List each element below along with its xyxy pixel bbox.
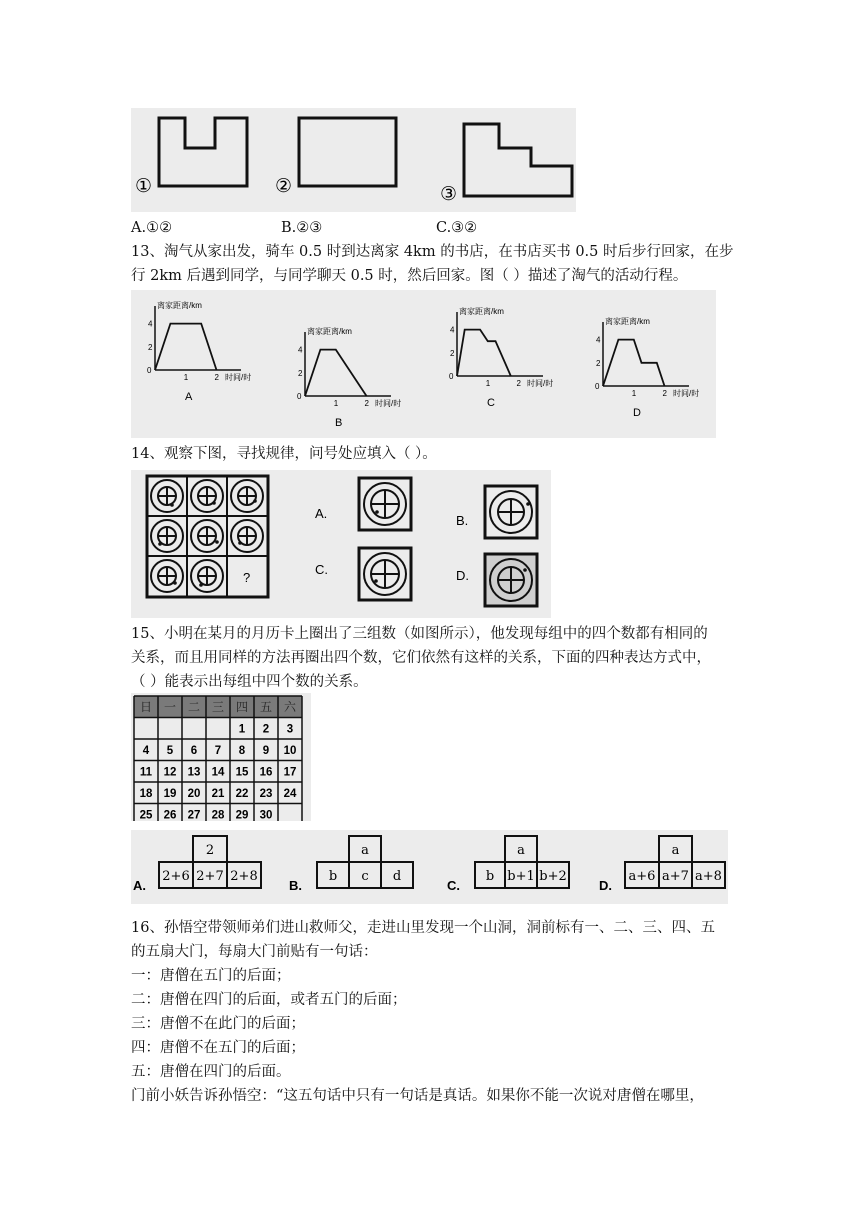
- q15-option-bottom-cell: b: [328, 869, 338, 884]
- q15-option-d[interactable]: [599, 836, 725, 893]
- q15-calendar-header-cell: 日: [139, 700, 153, 714]
- q13-graph-line: [305, 350, 367, 396]
- q13-graph-xtick: 2: [516, 379, 521, 388]
- q13-graph-xtick: 1: [183, 373, 189, 382]
- q15-option-bottom-cell: d: [392, 869, 402, 884]
- q15-option-bottom-cell: c: [361, 869, 369, 884]
- q15-calendar-cell: 5: [166, 745, 174, 757]
- q15-calendar-cell: 29: [235, 809, 249, 821]
- q15-option-top-cell: a: [517, 843, 525, 858]
- q15-calendar-cell: 10: [283, 745, 297, 757]
- q13-graph-ytick: 4: [450, 325, 455, 335]
- q13-graph-xtick: 0: [595, 382, 600, 391]
- q13-graph-label: A: [185, 391, 193, 403]
- q15-option-a[interactable]: [133, 836, 261, 893]
- q15-option-bottom-cell: 2+8: [230, 869, 258, 884]
- q15-option-bottom-cell: a+8: [695, 869, 722, 884]
- q13-graph-xtick: 0: [297, 392, 302, 401]
- q14-cell-8: [191, 560, 223, 592]
- q15-option-c[interactable]: [447, 836, 569, 893]
- q15-calendar-cell: 17: [283, 766, 297, 779]
- q15-calendar-cell: 15: [235, 766, 249, 779]
- q13-graph-line: [603, 340, 665, 386]
- q12-shape-label-1: ①: [135, 175, 153, 197]
- q15-option-letter: A.: [133, 878, 146, 893]
- q13-graph-xtick: 0: [449, 372, 454, 381]
- q15-calendar-cell: 3: [286, 723, 294, 736]
- q13-graph-ytick: 2: [298, 368, 303, 378]
- q12-shape-3: [464, 124, 572, 196]
- q14-cell-7: [151, 560, 183, 592]
- q15-line-2: 关系，而且用同样的方法再圈出四个数，它们依然有这样的关系，下面的四种表达方式中，: [131, 650, 711, 666]
- q14-option-a-letter: A.: [315, 506, 328, 521]
- q15-option-letter: B.: [289, 878, 302, 893]
- q16-statement-1: 一：唐僧在五门的后面；: [131, 968, 291, 984]
- q13-graph-ylabel: 离家距离/km: [605, 317, 650, 326]
- q15-calendar-cell: 6: [190, 745, 198, 757]
- q14-cell-1: [151, 480, 183, 512]
- q15-option-bottom-cell: 2+6: [162, 869, 190, 884]
- q15-calendar-cell: 30: [259, 809, 273, 821]
- q13-line-2: 行 2km 后遇到同学，与同学聊天 0.5 时，然后回家。图（ ）描述了淘气的活动行程。: [131, 268, 688, 284]
- q15-calendar-cell: 1: [238, 723, 246, 736]
- q15-option-letter: D.: [599, 878, 612, 893]
- q15-calendar-cell: 16: [259, 766, 273, 779]
- q13-graph-xtick: 1: [333, 399, 339, 408]
- q12-shape-label-2: ②: [275, 175, 293, 197]
- q15-calendar-cell: 7: [214, 745, 222, 757]
- q14-question-text: 14、观察下图，寻找规律，问号处应填入（ ）。: [131, 446, 437, 462]
- q14-option-b[interactable]: [456, 486, 537, 538]
- q15-calendar-cell: 28: [211, 809, 225, 821]
- q12-option-b[interactable]: B.②③: [281, 220, 323, 236]
- q15-calendar-header-cell: 三: [211, 700, 225, 714]
- q13-graph-d[interactable]: [595, 316, 699, 419]
- q15-calendar-header-cell: 一: [163, 700, 177, 714]
- q13-graph-label: B: [335, 417, 343, 429]
- q12-shape-label-3: ③: [440, 183, 458, 205]
- q15-calendar-cell: 18: [139, 788, 153, 800]
- q13-graph-ylabel: 离家距离/km: [459, 307, 504, 316]
- q15-calendar-cell: 27: [187, 809, 201, 821]
- q16-statement-5: 五：唐僧在四门的后面。: [131, 1064, 291, 1080]
- q13-line-1: 13、淘气从家出发，骑车 0.5 时到达离家 4km 的书店，在书店买书 0.5 时后步行回家，在步: [131, 244, 734, 260]
- q14-cell-6: [231, 520, 263, 552]
- q13-graph-ytick: 2: [148, 342, 153, 352]
- q13-graph-c[interactable]: [449, 306, 553, 409]
- q13-graph-ytick: 2: [450, 348, 455, 358]
- q13-graph-xtick: 0: [147, 366, 152, 375]
- q14-cell-5: [191, 520, 223, 552]
- q13-graph-line: [457, 330, 511, 376]
- q13-graph-ytick: 4: [298, 345, 303, 355]
- q14-option-c-letter: C.: [315, 562, 328, 577]
- q14-pattern-figure: [131, 470, 551, 618]
- q15-option-b[interactable]: [289, 836, 413, 893]
- q12-option-a[interactable]: A.①②: [131, 220, 173, 236]
- q14-question-mark: ?: [243, 570, 251, 585]
- q12-option-c[interactable]: C.③②: [436, 220, 478, 236]
- q15-calendar-header-cell: 五: [259, 700, 273, 714]
- q15-calendar-cell: 12: [163, 766, 177, 779]
- q13-graph-label: D: [633, 407, 641, 419]
- q16-statement-3: 三：唐僧不在此门的后面；: [131, 1016, 305, 1032]
- q13-graph-label: C: [487, 397, 495, 409]
- q13-graph-xlabel: 时间/时: [673, 389, 700, 398]
- q16-statement-4: 四：唐僧不在五门的后面；: [131, 1040, 305, 1056]
- q13-graphs-svg: [131, 290, 716, 438]
- q14-option-b-letter: B.: [456, 513, 469, 528]
- q14-option-d[interactable]: [456, 554, 537, 606]
- q15-calendar-cell: 14: [211, 766, 225, 779]
- q15-option-bottom-cell: a+6: [628, 869, 656, 884]
- q13-graph-ylabel: 离家距离/km: [307, 327, 352, 336]
- q13-graph-ytick: 4: [148, 319, 153, 329]
- q14-option-d-letter: D.: [456, 568, 469, 583]
- q13-graph-line: [155, 324, 217, 370]
- q16-line-1: 16、孙悟空带领师弟们进山救师父，走进山里发现一个山洞，洞前标有一、二、三、四、五: [131, 920, 715, 936]
- q15-calendar-header-cell: 四: [235, 700, 249, 714]
- q15-option-bottom-cell: b: [485, 869, 495, 884]
- q14-option-a[interactable]: [315, 478, 411, 530]
- q15-calendar-header-cell: 二: [187, 700, 201, 714]
- q16-line-2: 的五扇大门，每扇大门前贴有一句话：: [131, 944, 378, 960]
- q14-option-c[interactable]: [315, 548, 411, 600]
- q15-calendar-cell: 20: [187, 788, 201, 800]
- q13-graph-ytick: 4: [596, 335, 601, 345]
- q15-calendar-cell: 25: [139, 809, 153, 821]
- q14-pattern-svg: [131, 470, 551, 618]
- q15-option-top-cell: 2: [205, 843, 215, 858]
- q13-graph-a[interactable]: [147, 300, 251, 403]
- q15-option-top-cell: a: [671, 843, 680, 858]
- q15-option-bottom-cell: b+2: [539, 869, 567, 884]
- q15-calendar-svg: [131, 693, 311, 821]
- q15-calendar-cell: 8: [238, 745, 246, 757]
- q15-option-top-cell: a: [361, 843, 369, 858]
- q12-shapes-figure: [131, 108, 576, 212]
- q13-graph-xlabel: 时间/时: [527, 379, 554, 388]
- q15-calendar-cell: 23: [259, 788, 273, 800]
- q15-line-3: （ ）能表示出每组中四个数的关系。: [131, 674, 368, 690]
- q13-graph-ytick: 2: [596, 358, 601, 368]
- q15-calendar-cell: 11: [139, 766, 153, 779]
- q15-line-1: 15、小明在某月的月历卡上圈出了三组数（如图所示），他发现每组中的四个数都有相同的: [131, 626, 708, 642]
- q15-calendar-header-cell: 六: [283, 700, 297, 714]
- q13-graph-xtick: 1: [631, 389, 637, 398]
- q15-options-figure: [131, 830, 728, 904]
- q15-calendar-cell: 2: [262, 723, 270, 736]
- q13-graph-xlabel: 时间/时: [375, 399, 402, 408]
- q13-graph-xtick: 2: [662, 389, 667, 398]
- q14-cell-2: [191, 480, 223, 512]
- q15-calendar-cell: 26: [163, 809, 177, 821]
- q12-shape-1: [159, 118, 247, 186]
- q15-option-bottom-cell: b+1: [507, 869, 535, 884]
- q15-calendar-figure: [131, 693, 311, 821]
- q15-option-letter: C.: [447, 878, 460, 893]
- q15-calendar-cell: 9: [262, 745, 270, 757]
- q16-line-last: 门前小妖告诉孙悟空：“这五句话中只有一句话是真话。如果你不能一次说对唐僧在哪里，: [131, 1088, 704, 1104]
- q15-calendar-cell: 4: [142, 745, 150, 757]
- q14-cell-4: [151, 520, 183, 552]
- q14-grid: [147, 476, 268, 597]
- q15-calendar-cell: 22: [235, 788, 249, 800]
- q12-shape-2: [299, 118, 396, 186]
- q13-graphs-figure: [131, 290, 716, 438]
- q15-calendar-cell: 19: [163, 788, 177, 800]
- q14-cell-3: [231, 480, 263, 512]
- q15-calendar-cell: 24: [283, 788, 297, 800]
- q13-graph-xtick: 2: [364, 399, 369, 408]
- q15-option-bottom-cell: a+7: [662, 869, 689, 884]
- q13-graph-xtick: 1: [485, 379, 491, 388]
- q12-shapes-svg: [131, 108, 576, 212]
- q15-calendar-cell: 21: [211, 788, 225, 800]
- q15-option-bottom-cell: 2+7: [196, 869, 224, 884]
- q13-graph-xlabel: 时间/时: [225, 373, 252, 382]
- q13-graph-ylabel: 离家距离/km: [157, 301, 202, 310]
- q16-statement-2: 二：唐僧在四门的后面，或者五门的后面；: [131, 992, 407, 1008]
- q15-calendar-cell: 13: [187, 766, 201, 779]
- q13-graph-b[interactable]: [297, 326, 401, 429]
- q15-options-svg: [131, 830, 728, 904]
- q13-graph-xtick: 2: [214, 373, 219, 382]
